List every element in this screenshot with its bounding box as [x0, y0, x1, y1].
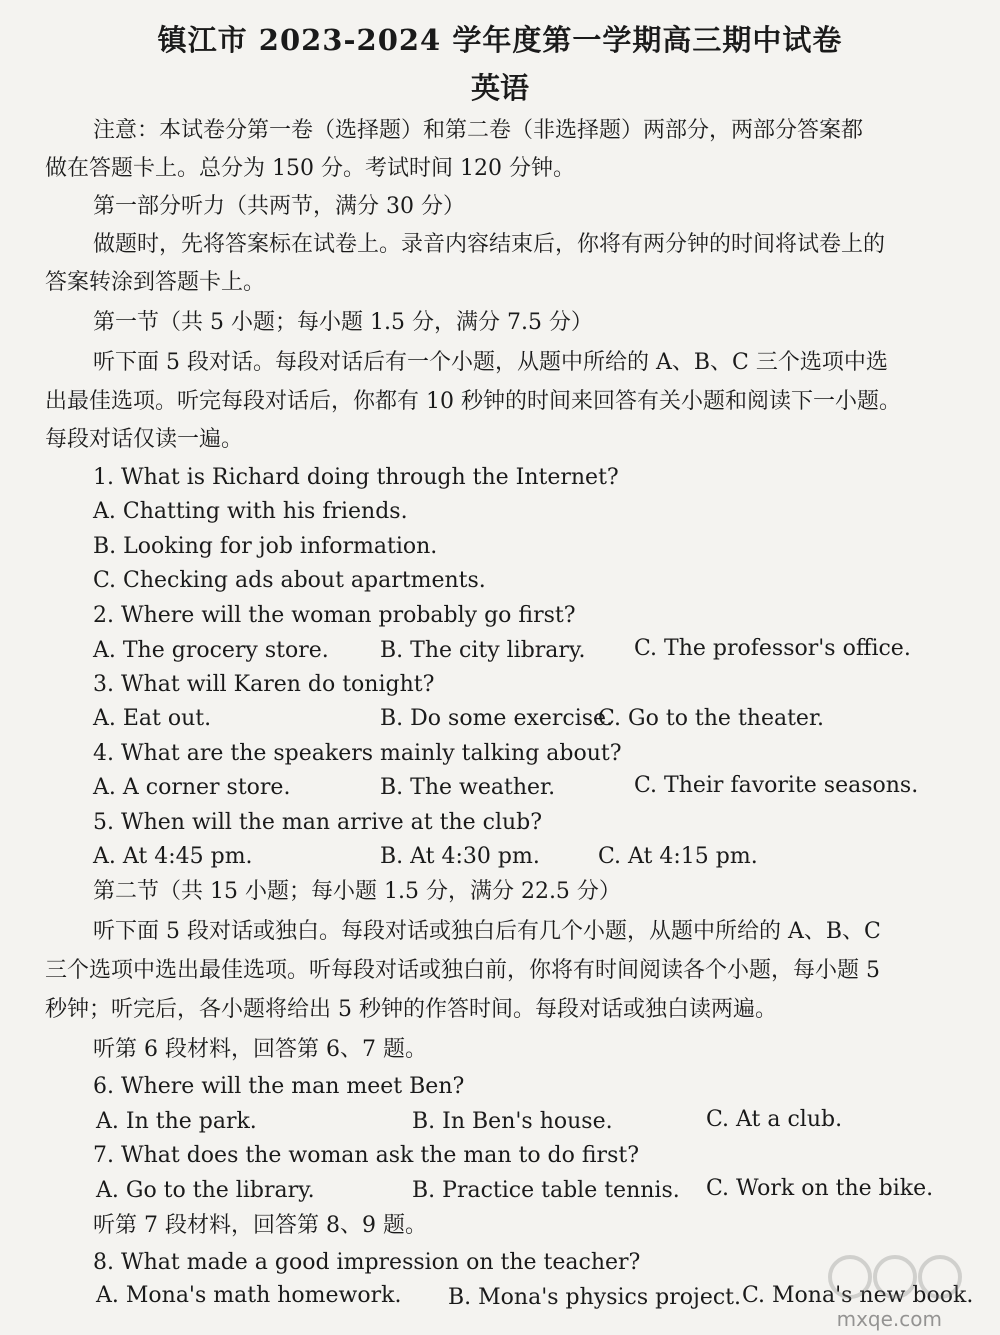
section1-heading: 第一节（共 5 小题；每小题 1.5 分，满分 7.5 分） — [93, 310, 593, 335]
exam-title: 镇江市 2023-2024 学年度第一学期高三期中试卷 — [157, 23, 843, 57]
question-1-option-b: B. Looking for job information. — [93, 534, 438, 559]
material-6-label: 听第 6 段材料，回答第 6、7 题。 — [93, 1037, 427, 1062]
question-4-option-c: C. Their favorite seasons. — [634, 773, 919, 798]
question-8-stem: 8. What made a good impression on the teacher? — [93, 1250, 641, 1275]
section2-instruction-2: 三个选项中选出最佳选项。听每段对话或独白前，你将有时间阅读各个小题，每小题 5 — [45, 958, 880, 983]
question-8-option-b: B. Mona's physics project. — [448, 1285, 741, 1310]
question-3-option-c: C. Go to the theater. — [598, 706, 825, 731]
question-7-option-b: B. Practice table tennis. — [412, 1178, 680, 1203]
question-7-option-a: A. Go to the library. — [96, 1178, 315, 1203]
section2-heading: 第二节（共 15 小题；每小题 1.5 分，满分 22.5 分） — [93, 879, 621, 904]
question-6-option-b: B. In Ben's house. — [412, 1109, 613, 1134]
notice-line-1: 注意：本试卷分第一卷（选择题）和第二卷（非选择题）两部分，两部分答案都 — [93, 118, 864, 143]
part1-instruction-2: 答案转涂到答题卡上。 — [45, 270, 266, 295]
question-5-option-c: C. At 4:15 pm. — [598, 844, 758, 869]
watermark-text: mxqe.com — [836, 1307, 942, 1331]
question-2-option-c: C. The professor's office. — [634, 636, 911, 661]
question-5-option-a: A. At 4:45 pm. — [93, 844, 253, 869]
question-6-option-c: C. At a club. — [706, 1107, 843, 1132]
question-3-stem: 3. What will Karen do tonight? — [93, 672, 435, 697]
exam-subject: 英语 — [470, 71, 529, 105]
question-6-option-a: A. In the park. — [96, 1109, 257, 1134]
section2-instruction-3: 秒钟；听完后，各小题将给出 5 秒钟的作答时间。每段对话或独白读两遍。 — [45, 997, 777, 1022]
question-2-stem: 2. Where will the woman probably go first? — [93, 603, 576, 628]
notice-line-2: 做在答题卡上。总分为 150 分。考试时间 120 分钟。 — [45, 156, 575, 181]
question-5-stem: 5. When will the man arrive at the club? — [93, 810, 543, 835]
question-4-option-a: A. A corner store. — [93, 775, 291, 800]
question-2-option-b: B. The city library. — [380, 638, 586, 663]
material-7-label: 听第 7 段材料，回答第 8、9 题。 — [93, 1213, 427, 1238]
section2-instruction-1: 听下面 5 段对话或独白。每段对话或独白后有几个小题，从题中所给的 A、B、C — [93, 919, 881, 944]
question-1-option-c: C. Checking ads about apartments. — [93, 568, 486, 593]
part1-instruction-1: 做题时，先将答案标在试卷上。录音内容结束后，你将有两分钟的时间将试卷上的 — [93, 232, 886, 257]
question-1-option-a: A. Chatting with his friends. — [93, 499, 408, 524]
section1-instruction-1: 听下面 5 段对话。每段对话后有一个小题，从题中所给的 A、B、C 三个选项中选 — [93, 350, 888, 375]
question-4-option-b: B. The weather. — [380, 775, 556, 800]
section1-instruction-2: 出最佳选项。听完每段对话后，你都有 10 秒钟的时间来回答有关小题和阅读下一小题。 — [45, 389, 901, 414]
question-5-option-b: B. At 4:30 pm. — [380, 844, 540, 869]
question-3-option-a: A. Eat out. — [93, 706, 212, 731]
question-1-stem: 1. What is Richard doing through the Internet? — [93, 465, 619, 490]
question-8-option-a: A. Mona's math homework. — [96, 1283, 402, 1308]
question-7-option-c: C. Work on the bike. — [706, 1176, 934, 1201]
section1-instruction-3: 每段对话仅读一遍。 — [45, 427, 244, 452]
question-8-option-c: C. Mona's new book. — [742, 1283, 974, 1308]
question-2-option-a: A. The grocery store. — [93, 638, 329, 663]
part1-heading: 第一部分听力（共两节，满分 30 分） — [93, 194, 465, 219]
question-6-stem: 6. Where will the man meet Ben? — [93, 1074, 465, 1099]
question-7-stem: 7. What does the woman ask the man to do first? — [93, 1143, 639, 1168]
question-3-option-b: B. Do some exercise. — [380, 706, 614, 731]
question-4-stem: 4. What are the speakers mainly talking about? — [93, 741, 622, 766]
